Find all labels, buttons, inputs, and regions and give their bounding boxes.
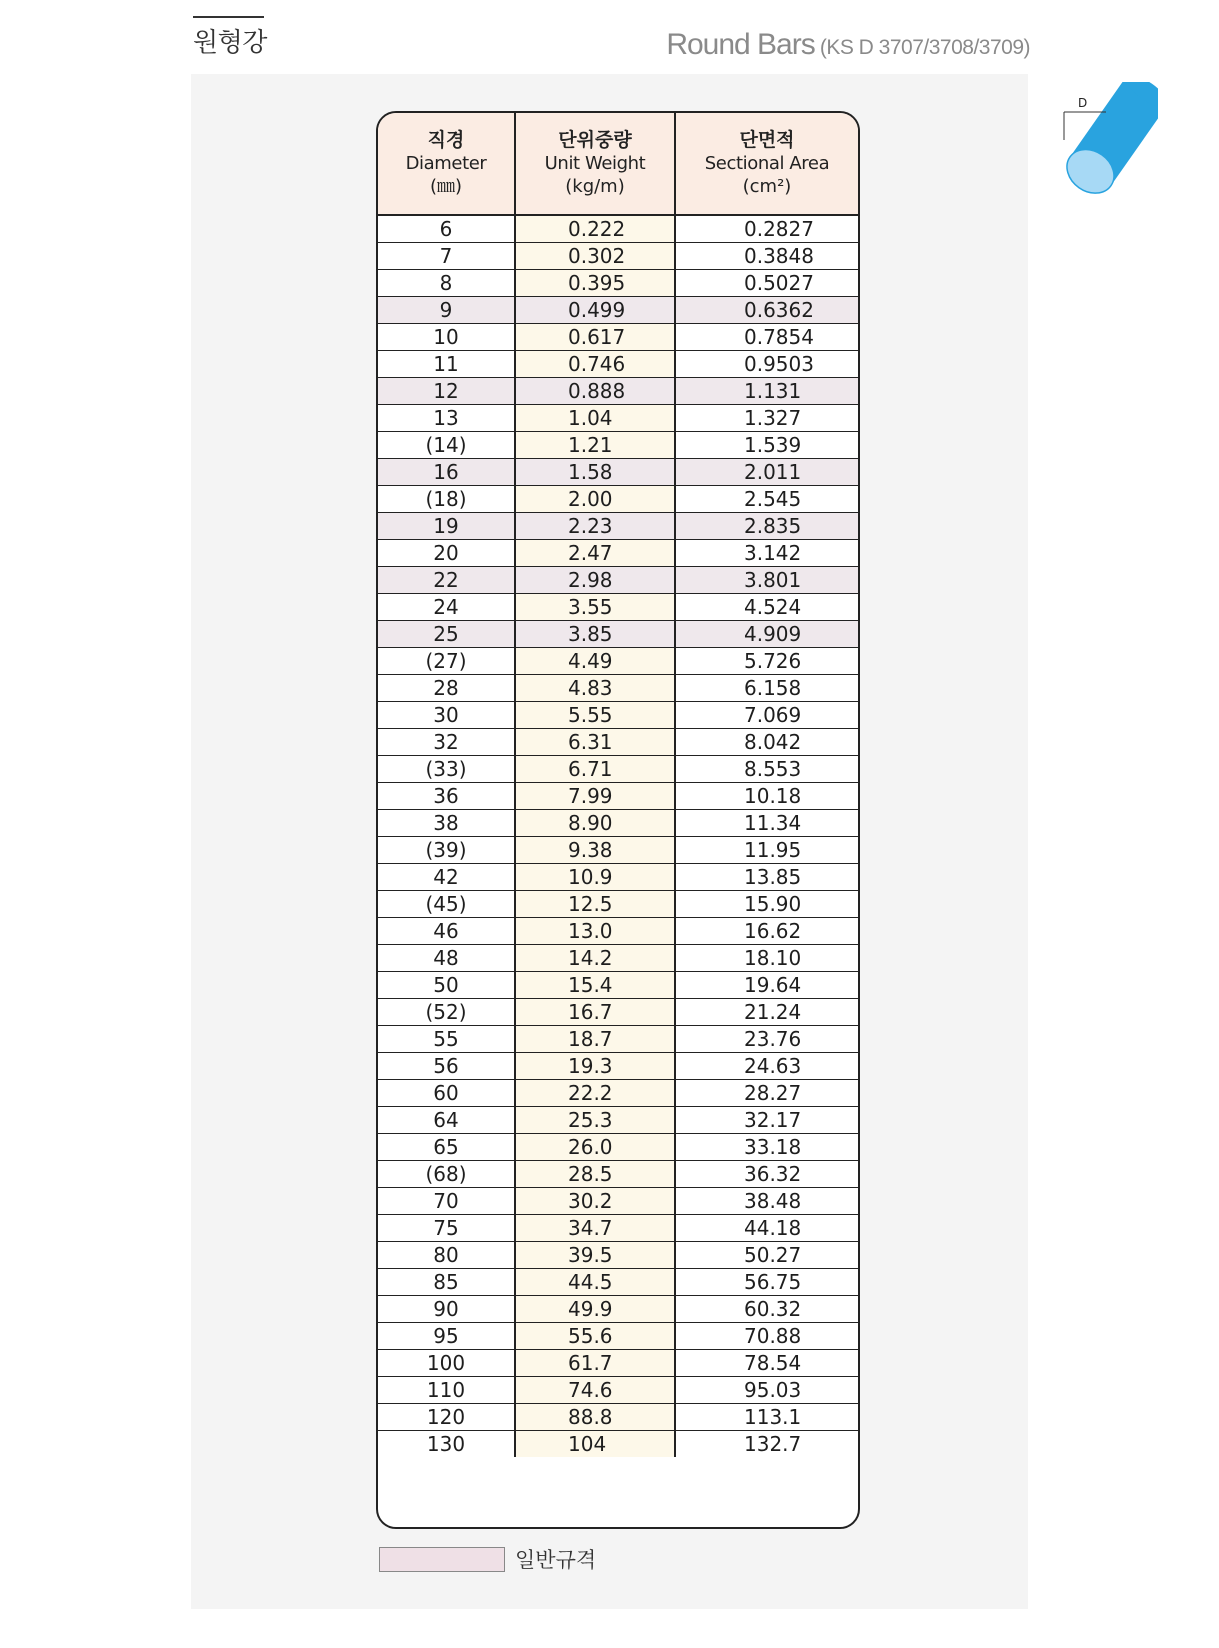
unit-weight-cell: 7.99 (515, 783, 675, 810)
unit-weight-cell: 8.90 (515, 810, 675, 837)
diameter-cell: 75 (378, 1215, 515, 1242)
sectional-area-cell: 0.7854 (675, 324, 858, 351)
sectional-area-cell: 1.131 (675, 378, 858, 405)
unit-weight-cell: 61.7 (515, 1350, 675, 1377)
spec-table-container (376, 111, 860, 1529)
diameter-cell: 38 (378, 810, 515, 837)
unit-weight-cell: 6.71 (515, 756, 675, 783)
table-row (378, 540, 858, 567)
diameter-cell: (45) (378, 891, 515, 918)
header-ko: 단면적 (739, 129, 795, 151)
table-row (378, 702, 858, 729)
sectional-area-cell: 0.2827 (675, 215, 858, 243)
unit-weight-cell: 18.7 (515, 1026, 675, 1053)
title-rule (193, 16, 264, 18)
table-row (378, 243, 858, 270)
unit-weight-cell: 39.5 (515, 1242, 675, 1269)
unit-weight-cell: 34.7 (515, 1215, 675, 1242)
sectional-area-cell: 11.34 (675, 810, 858, 837)
section-title-main: Round Bars (666, 28, 815, 61)
table-row (378, 837, 858, 864)
diameter-cell: (14) (378, 432, 515, 459)
unit-weight-cell: 49.9 (515, 1296, 675, 1323)
diameter-cell: 42 (378, 864, 515, 891)
unit-weight-cell: 13.0 (515, 918, 675, 945)
diameter-cell: 24 (378, 594, 515, 621)
table-row (378, 756, 858, 783)
sectional-area-cell: 38.48 (675, 1188, 858, 1215)
diameter-cell: 13 (378, 405, 515, 432)
sectional-area-cell: 113.1 (675, 1404, 858, 1431)
header-unit: (cm²) (742, 176, 792, 197)
sectional-area-cell: 3.142 (675, 540, 858, 567)
sectional-area-cell: 0.9503 (675, 351, 858, 378)
section-title-standard: (KS D 3707/3708/3709) (819, 36, 1030, 59)
unit-weight-cell: 0.617 (515, 324, 675, 351)
unit-weight-cell: 88.8 (515, 1404, 675, 1431)
table-row (378, 378, 858, 405)
table-row (378, 729, 858, 756)
page-title: 원형강 (193, 28, 267, 58)
dimension-label: D (1078, 96, 1088, 110)
sectional-area-cell: 8.553 (675, 756, 858, 783)
diameter-cell: 20 (378, 540, 515, 567)
unit-weight-cell: 26.0 (515, 1134, 675, 1161)
sectional-area-cell: 33.18 (675, 1134, 858, 1161)
sectional-area-cell: 32.17 (675, 1107, 858, 1134)
table-row (378, 648, 858, 675)
sectional-area-cell: 3.801 (675, 567, 858, 594)
sectional-area-cell: 15.90 (675, 891, 858, 918)
unit-weight-cell: 15.4 (515, 972, 675, 999)
sectional-area-cell: 36.32 (675, 1161, 858, 1188)
sectional-area-cell: 8.042 (675, 729, 858, 756)
table-row (378, 486, 858, 513)
diameter-cell: 120 (378, 1404, 515, 1431)
table-row (378, 1026, 858, 1053)
diameter-cell: (52) (378, 999, 515, 1026)
unit-weight-cell: 19.3 (515, 1053, 675, 1080)
sectional-area-cell: 0.6362 (675, 297, 858, 324)
header-unit: (kg/m) (565, 176, 625, 197)
unit-weight-cell: 4.49 (515, 648, 675, 675)
sectional-area-cell: 19.64 (675, 972, 858, 999)
legend-swatch (379, 1547, 505, 1572)
diameter-cell: 10 (378, 324, 515, 351)
diameter-cell: 85 (378, 1269, 515, 1296)
diameter-cell: 100 (378, 1350, 515, 1377)
diameter-cell: 11 (378, 351, 515, 378)
table-row (378, 999, 858, 1026)
table-header-row (378, 113, 858, 215)
table-row (378, 405, 858, 432)
sectional-area-cell: 5.726 (675, 648, 858, 675)
sectional-area-cell: 16.62 (675, 918, 858, 945)
sectional-area-cell: 23.76 (675, 1026, 858, 1053)
unit-weight-cell: 74.6 (515, 1377, 675, 1404)
unit-weight-cell: 1.58 (515, 459, 675, 486)
unit-weight-cell: 10.9 (515, 864, 675, 891)
sectional-area-cell: 0.5027 (675, 270, 858, 297)
unit-weight-cell: 1.21 (515, 432, 675, 459)
sectional-area-cell: 132.7 (744, 1432, 802, 1456)
unit-weight-cell: 16.7 (515, 999, 675, 1026)
table-row (378, 513, 858, 540)
table-body (378, 215, 858, 1457)
header-diameter (378, 113, 515, 215)
table-row (378, 675, 858, 702)
diameter-cell: (27) (378, 648, 515, 675)
table-row (378, 783, 858, 810)
sectional-area-cell: 2.011 (675, 459, 858, 486)
unit-weight-cell: 104 (515, 1431, 675, 1458)
table-row (378, 1269, 858, 1296)
table-row (378, 918, 858, 945)
table-row (378, 567, 858, 594)
table-row (378, 432, 858, 459)
table-row (378, 1350, 858, 1377)
header-ko: 단위중량 (558, 129, 632, 151)
table-row (378, 1053, 858, 1080)
sectional-area-cell: 78.54 (675, 1350, 858, 1377)
sectional-area-cell: 24.63 (675, 1053, 858, 1080)
diameter-cell: (39) (378, 837, 515, 864)
table-row (378, 1161, 858, 1188)
diameter-cell: 28 (378, 675, 515, 702)
unit-weight-cell: 0.746 (515, 351, 675, 378)
diameter-cell: 46 (378, 918, 515, 945)
sectional-area-cell: 50.27 (675, 1242, 858, 1269)
unit-weight-cell: 1.04 (515, 405, 675, 432)
sectional-area-cell: 60.32 (675, 1296, 858, 1323)
unit-weight-cell: 3.55 (515, 594, 675, 621)
diameter-cell: 65 (378, 1134, 515, 1161)
sectional-area-cell: 28.27 (675, 1080, 858, 1107)
table-row (378, 351, 858, 378)
unit-weight-cell: 28.5 (515, 1161, 675, 1188)
header-en: Unit Weight (544, 153, 646, 174)
table-row (378, 810, 858, 837)
table-row (378, 1134, 858, 1161)
header-unit: (㎜) (429, 176, 463, 197)
unit-weight-cell: 5.55 (515, 702, 675, 729)
unit-weight-cell: 6.31 (515, 729, 675, 756)
unit-weight-cell: 44.5 (515, 1269, 675, 1296)
unit-weight-cell: 12.5 (515, 891, 675, 918)
unit-weight-cell: 9.38 (515, 837, 675, 864)
diameter-cell: 130 (378, 1431, 515, 1458)
sectional-area-cell: 2.835 (675, 513, 858, 540)
table-row (378, 1080, 858, 1107)
table-row (378, 215, 858, 243)
unit-weight-cell: 30.2 (515, 1188, 675, 1215)
diameter-cell: 64 (378, 1107, 515, 1134)
unit-weight-cell: 14.2 (515, 945, 675, 972)
unit-weight-cell: 0.222 (515, 215, 675, 243)
table-row (378, 459, 858, 486)
section-title (666, 28, 1030, 62)
sectional-area-cell: 2.545 (675, 486, 858, 513)
unit-weight-cell: 4.83 (515, 675, 675, 702)
diameter-cell: 30 (378, 702, 515, 729)
unit-weight-cell: 22.2 (515, 1080, 675, 1107)
sectional-area-cell: 4.524 (675, 594, 858, 621)
diameter-cell: 60 (378, 1080, 515, 1107)
unit-weight-cell: 2.98 (515, 567, 675, 594)
sectional-area-cell: 10.18 (675, 783, 858, 810)
diameter-cell: 8 (378, 270, 515, 297)
sectional-area-cell: 0.3848 (675, 243, 858, 270)
table-row (378, 1107, 858, 1134)
round-bar-icon (1058, 82, 1158, 200)
diameter-cell: 36 (378, 783, 515, 810)
unit-weight-cell: 3.85 (515, 621, 675, 648)
table-row (378, 972, 858, 999)
table-row (378, 1323, 858, 1350)
sectional-area-cell: 21.24 (675, 999, 858, 1026)
unit-weight-cell: 0.395 (515, 270, 675, 297)
diameter-cell: 110 (378, 1377, 515, 1404)
header-en: Sectional Area (704, 153, 830, 174)
table-row (378, 864, 858, 891)
header-unit-weight (515, 113, 675, 215)
table-row (378, 1296, 858, 1323)
diameter-cell: 9 (378, 297, 515, 324)
legend-label: 일반규격 (515, 1548, 597, 1572)
diameter-cell: 95 (378, 1323, 515, 1350)
diameter-cell: 22 (378, 567, 515, 594)
table-row (378, 1404, 858, 1431)
table-row (378, 891, 858, 918)
sectional-area-cell: 6.158 (675, 675, 858, 702)
header-ko: 직경 (427, 129, 465, 151)
sectional-area-cell: 56.75 (675, 1269, 858, 1296)
diameter-cell: (68) (378, 1161, 515, 1188)
sectional-area-cell: 95.03 (675, 1377, 858, 1404)
unit-weight-cell: 2.00 (515, 486, 675, 513)
sectional-area-cell: 1.539 (675, 432, 858, 459)
diameter-cell: (18) (378, 486, 515, 513)
header-sectional-area (675, 113, 858, 215)
unit-weight-cell: 2.47 (515, 540, 675, 567)
unit-weight-cell: 0.888 (515, 378, 675, 405)
table-row (378, 324, 858, 351)
sectional-area-cell: 13.85 (675, 864, 858, 891)
diameter-cell: 16 (378, 459, 515, 486)
table-row (378, 1242, 858, 1269)
sectional-area-cell: 11.95 (675, 837, 858, 864)
spec-table (378, 113, 858, 1457)
sectional-area-cell: 18.10 (675, 945, 858, 972)
diameter-cell: 48 (378, 945, 515, 972)
diameter-cell: 90 (378, 1296, 515, 1323)
table-row (378, 621, 858, 648)
unit-weight-cell: 0.302 (515, 243, 675, 270)
legend (379, 1544, 596, 1574)
table-row (378, 1431, 858, 1458)
diameter-cell: 80 (378, 1242, 515, 1269)
diameter-cell: 56 (378, 1053, 515, 1080)
diameter-cell: 55 (378, 1026, 515, 1053)
table-row (378, 1377, 858, 1404)
table-row (378, 945, 858, 972)
diameter-cell: 6 (378, 215, 515, 243)
table-row (378, 270, 858, 297)
unit-weight-cell: 2.23 (515, 513, 675, 540)
sectional-area-cell: 1.327 (675, 405, 858, 432)
unit-weight-cell: 0.499 (515, 297, 675, 324)
sectional-area-cell: 7.069 (675, 702, 858, 729)
diameter-cell: 19 (378, 513, 515, 540)
diameter-cell: (33) (378, 756, 515, 783)
diameter-cell: 7 (378, 243, 515, 270)
table-row (378, 1215, 858, 1242)
diameter-cell: 50 (378, 972, 515, 999)
sectional-area-cell: 44.18 (675, 1215, 858, 1242)
sectional-area-cell: 70.88 (675, 1323, 858, 1350)
table-row (378, 297, 858, 324)
diameter-cell: 70 (378, 1188, 515, 1215)
unit-weight-cell: 25.3 (515, 1107, 675, 1134)
table-row (378, 594, 858, 621)
diameter-cell: 32 (378, 729, 515, 756)
sectional-area-cell: 4.909 (675, 621, 858, 648)
table-row (378, 1188, 858, 1215)
header-en: Diameter (405, 153, 487, 174)
unit-weight-cell: 55.6 (515, 1323, 675, 1350)
diameter-cell: 25 (378, 621, 515, 648)
diameter-cell: 12 (378, 378, 515, 405)
